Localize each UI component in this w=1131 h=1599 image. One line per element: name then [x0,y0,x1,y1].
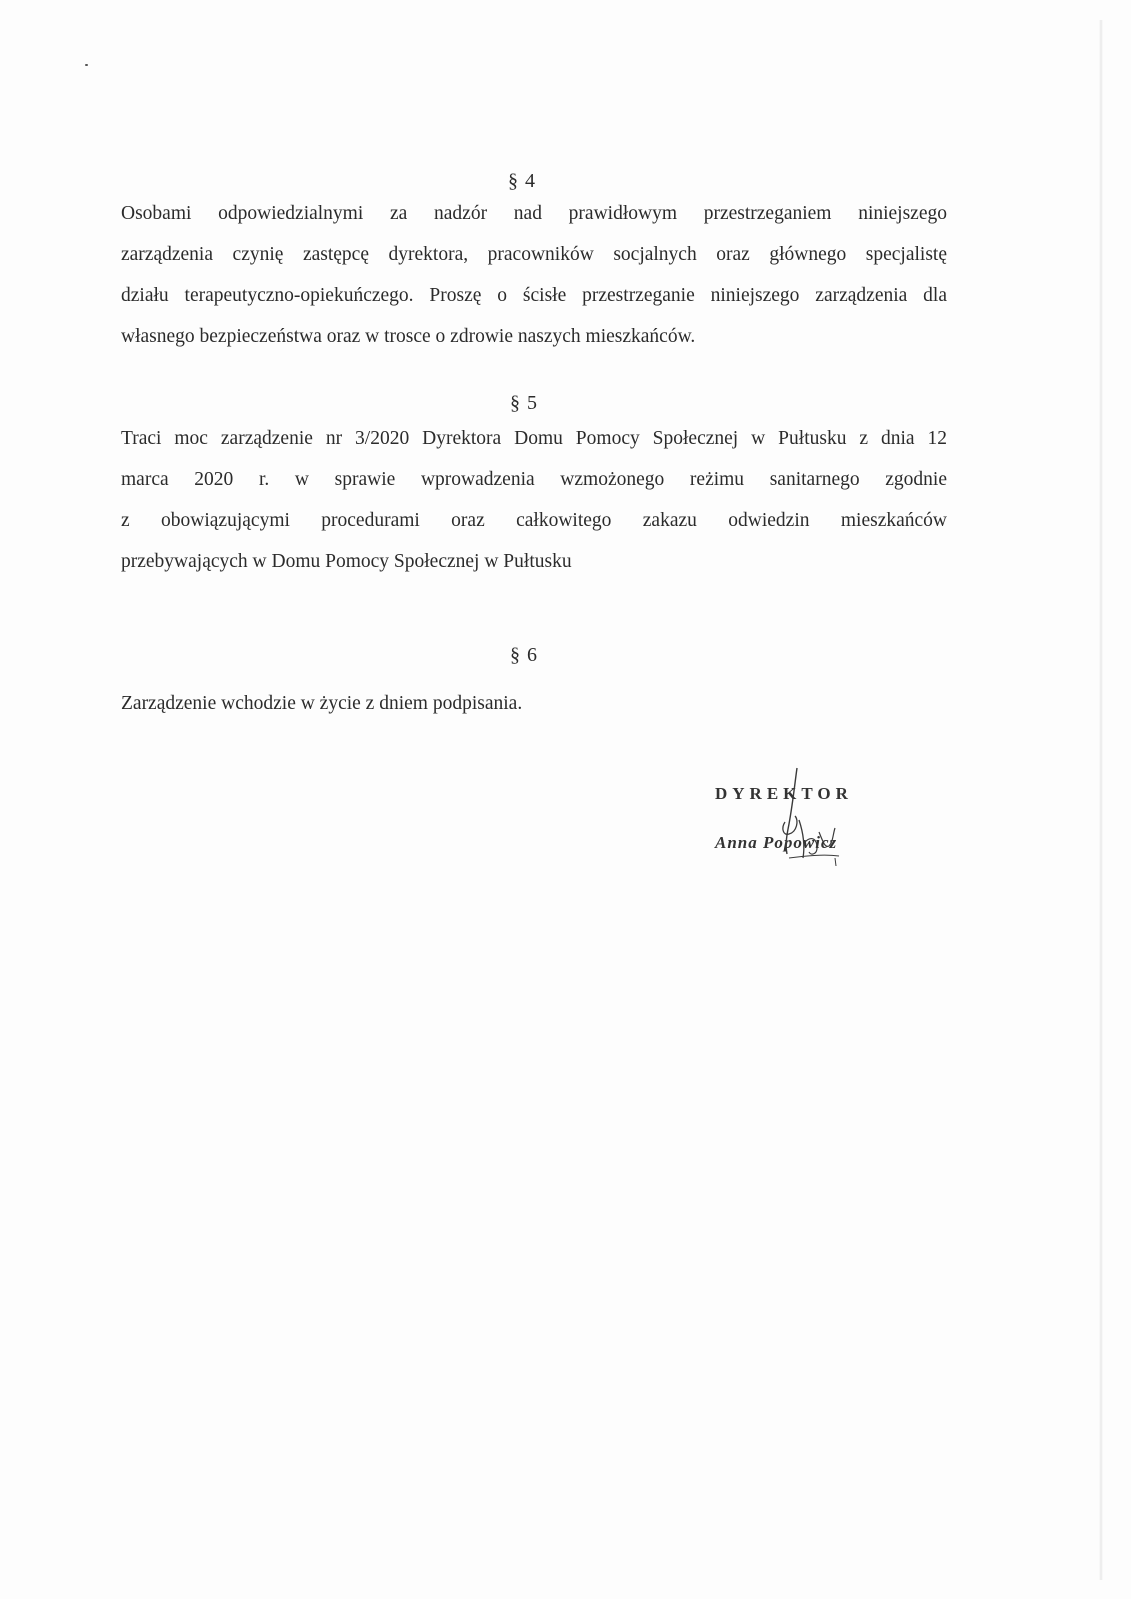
section-5-line: marca 2020 r. w sprawie wprowadzenia wzmożonego reżimu sanitarnego zgodnie [121,469,947,490]
section-6-body: Zarządzenie wchodzie w życie z dniem podpisania. [121,693,523,714]
section-5-body [121,418,947,582]
handwritten-signature [745,762,855,882]
signature-title: DYREKTOR [715,784,853,803]
section-4-line: działu terapeutyczno-opiekuńczego. Proszę o ścisłe przestrzeganie niniejszego zarządzenia dla [121,285,947,306]
section-5-line: z obowiązującymi procedurami oraz całkowitego zakazu odwiedzin mieszkańców [121,510,947,531]
section-4-line: Osobami odpowiedzialnymi za nadzór nad prawidłowym przestrzeganiem niniejszego [121,203,947,224]
section-4-heading: § 4 [508,170,536,192]
section-4-line: zarządzenia czynię zastępcę dyrektora, pracowników socjalnych oraz głównego specjalistę [121,244,947,265]
signature-name: Anna Popowicz [715,833,838,852]
section-6-heading: § 6 [510,644,538,666]
section-4-body [121,193,947,357]
signature-stamp [715,784,855,904]
section-5-heading: § 5 [510,392,538,414]
scan-speck [85,64,88,66]
section-5-line: Traci moc zarządzenie nr 3/2020 Dyrektora Domu Pomocy Społecznej w Pułtusku z dnia 12 [121,428,947,449]
section-4-line: własnego bezpieczeństwa oraz w trosce o zdrowie naszych mieszkańców. [121,326,696,347]
scan-edge-shadow [1099,20,1103,1580]
section-5-line: przebywających w Domu Pomocy Społecznej w Pułtusku [121,551,572,572]
